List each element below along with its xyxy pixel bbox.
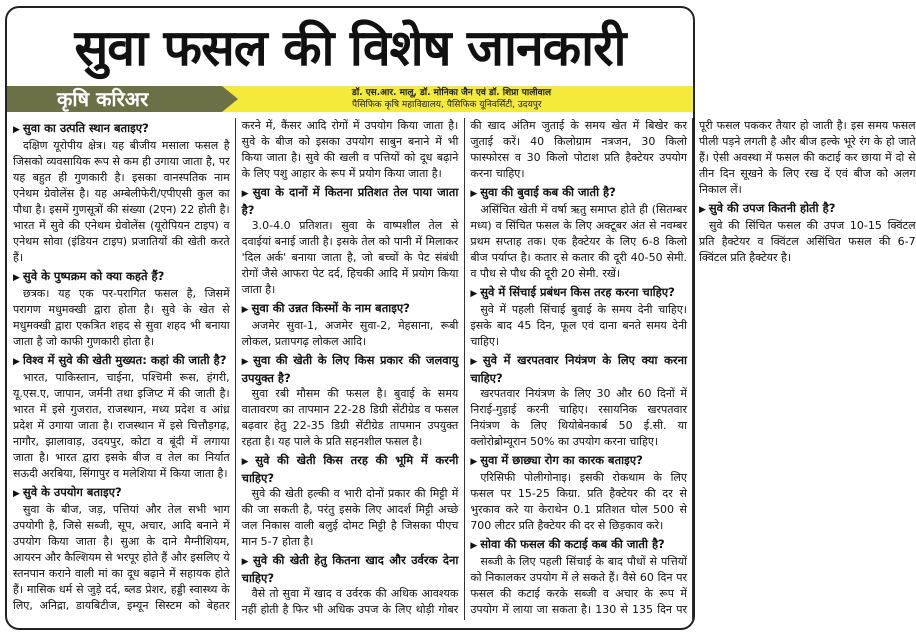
triangle-right-icon: ▶ [241, 357, 251, 367]
question-text: सुवा की खेती के लिए किस प्रकार की जलवायु उपयुक्त है? [241, 353, 459, 385]
answer: सुवा के बीज, जड़, पत्तियां और तेल सभी भाग उपयोगी है, जिसे सब्जी, सूप, अचार, आदि बनाने में उपयोग किया जाता है। सुआ के दाने मैग्नीशियम, आयरन और कैल्शियम से भरपूर होते हैं और इसलिए ये स्तनपान कराने वाली मां का दूध बढ़ाने में सहायक होते हैं। मासिक धर्म से जुड़े दर्द, ब्लड प्रेशर, हड्डी स्वास्थ्य के लिए, अनिद्रा, डायबिटीज, इम्यून सिस्टम को बेहतर करने में, कैंसर आदि रोगों में उपयोग किया जाता है। सुवे के बीज को इसका उपयोग साबुन बनाने में भी किया जाता है। सुवे की खली व पत्तियों को दूध बढ़ाने के लिए पशु आहार के रूप में प्रयोग किया जाता है। [13, 119, 459, 612]
answer: 3.0-4.0 प्रतिशत। सुवा के वाष्पशील तेल से दवाईयां बनाई जाती है। इसके तेल को पानी में मिलाकर 'दिल अर्क' बनाया जाता है, जो बच्चों के पेट संबंधी रोगों जैसे आफरा पेट दर्द, हिचकी आदि में प्रयोग किया जाता है। [241, 219, 459, 296]
triangle-right-icon: ▶ [470, 457, 478, 467]
question-text: सुवा की उन्नत किस्मों के नाम बताइए? [251, 301, 410, 315]
triangle-right-icon: ▶ [241, 305, 249, 315]
answer: वैसे तो सुवा में खाद व उर्वरक की अधिक आवश्यक नहीं होती है फिर भी अधिक उपज के लिए थोड़ी गोबर की खाद अंतिम जुताई के समय खेत में बिखेर कर जुताई करें। 40 किलोग्राम नत्रजन, 30 किलो फास्फोरस व 30 किलो पोटाश प्रति हैक्टेयर उपयोग करना चाहिए। [241, 119, 687, 616]
byline-authors: डॉ. एस.आर. मालू, डॉ. मोनिका जैन एवं डॉ. शिप्रा पालीवाल [352, 88, 552, 98]
question-text: सुवे की खेती हेतु कितना खाद और उर्वरक देना चाहिए? [241, 553, 459, 585]
answer: अजमेर सुवा-1, अजमेर सुवा-2, मेहसाना, रूबी लोकल, प्रतापगढ़ लोकल आदि। [241, 319, 459, 348]
question [242, 552, 459, 586]
arrow-shape [222, 86, 238, 112]
question-text: सुवा की बुवाई कब की जाती है? [480, 185, 616, 199]
answer: एरिसिफी पोलीगोनाइ। इसकी रोकथाम के लिए फसल पर 15-25 किग्रा. प्रति हैक्टेयर की दर से भुरकाव करे या केराथेन 0.1 प्रतिशत घोल 500 से 700 लीटर प्रति हैक्टेयर की दर से छिड़काव करे। [470, 471, 687, 532]
answer: सुवे की खेती हल्की व भारी दोनों प्रकार की मिट्टी में की जा सकती है, परंतु इसके लिए आदर्श मिट्टी अच्छे जल निकास वाली बलुई दोमट मिट्टी है जिसका पीएच मान 5-7 होता है। [241, 487, 459, 548]
answer: सुवे की सिंचित फसल की उपज 10-15 क्विंटल प्रति हैक्टेयर व क्विंटल असिंचित फसल की 6-7 क्विंटल प्रति हैक्टेयर है। [698, 219, 916, 264]
question-text: सुवे में सिंचाई प्रबंधन किस तरह करना चाहिए? [480, 285, 675, 299]
answer: सब्जी के लिए पहली सिंचाई के बाद पौधों से पत्तियों को निकालकर उपयोग में ले सकते हैं। वैसे 60 दिन पर फसल की कटाई करके सब्जी व अचार के रूप में उपयोग में लाया जा सकता है। 130 से 135 दिन पर पूरी फसल पककर तैयार हो जाती है। इस समय फसल पीली पड़ने लगती है और बीज हल्के भूरे रंग के हो जाते हैं। ऐसी अवस्था में फसल की कटाई कर छाया में दो से तीन दिन सूखने के लिए रख दें एवं बीज को अलग निकाल लें। [470, 119, 916, 616]
question-text: सुवा में छाछ्या रोग का कारक बताइए? [480, 453, 643, 467]
triangle-right-icon: ▶ [698, 205, 706, 215]
question-text: सुवे के पुष्पक्रम को क्या कहते हैं? [22, 269, 165, 283]
triangle-right-icon: ▶ [13, 357, 20, 367]
question [13, 484, 230, 502]
triangle-right-icon: ▶ [241, 457, 253, 467]
question [470, 536, 687, 554]
article-body [13, 118, 916, 620]
byline-affiliation: पैसिफिक कृषि महाविद्यालय, पैसिफिक यूनिवर्सिटी, उदयपुर [352, 100, 542, 110]
triangle-right-icon: ▶ [241, 557, 250, 567]
triangle-right-icon: ▶ [470, 357, 480, 367]
section-banner [7, 86, 693, 112]
answer: खरपतवार नियंत्रण के लिए 30 और 60 दिनों में निराई-गुड़ाई करनी चाहिए। रसायनिक खरपतवार नियंत्रण के लिए थियोबेनकार्ब 50 ई.सी. या क्लोरोब्रोम्यूरान 50% का उपयोग करना चाहिए। [470, 387, 687, 448]
question-text: सोवा की फसल की कटाई कब की जाती है? [480, 537, 665, 551]
triangle-right-icon: ▶ [241, 189, 250, 199]
triangle-right-icon: ▶ [13, 125, 20, 135]
section-band [7, 86, 222, 112]
triangle-right-icon: ▶ [470, 189, 478, 199]
question [470, 352, 687, 386]
question-text: विश्व में सुवे की खेती मुख्यत: कहां की जाती है? [22, 353, 227, 367]
answer: असिंचित खेती में वर्षा ऋतु समाप्त होते ही (सितम्बर मध्य) व सिंचित फसल के लिए अक्टूबर अंत से नवम्बर प्रथम सप्ताह तक। एक हैक्टेयर के लिए 6-8 किलो बीज पर्याप्त है। कतार से कतार की दूरी 40-50 सेमी. व पौध से पौध की दूरी 20 सेमी. रखें। [470, 203, 687, 280]
question [242, 300, 459, 318]
headline: सुवा फसल की विशेष जानकारी [74, 19, 626, 77]
question-text: सुवे की उपज कितनी होती है? [708, 201, 836, 215]
question [699, 200, 916, 218]
question [13, 268, 230, 286]
question-text: सुवे में खरपतवार नियंत्रण के लिए क्या करना चाहिए? [470, 353, 687, 385]
answer: सुवा रबी मौसम की फसल है। बुवाई के समय वातावरण का तापमान 22-28 डिग्री सेंटीग्रेड व फसल बढ़वार हेतु 22-35 डिग्री सेंटीग्रेड तापमान उपयुक्त रहता है। यह पाले के प्रति सहनशील फसल है। [241, 387, 459, 448]
triangle-right-icon: ▶ [13, 489, 20, 499]
question [13, 120, 230, 138]
question [470, 184, 687, 202]
question [470, 452, 687, 470]
question-text: सुवे की खेती किस तरह की भूमि में करनी चाहिए? [241, 453, 459, 485]
triangle-right-icon: ▶ [13, 273, 20, 283]
question-text: सुवा के दानों में कितना प्रतिशत तेल पाया जाता है? [241, 185, 459, 217]
question [242, 184, 459, 218]
triangle-right-icon: ▶ [470, 289, 478, 299]
question [13, 352, 230, 370]
question [242, 452, 459, 486]
byline [352, 87, 551, 111]
triangle-right-icon: ▶ [470, 541, 478, 551]
section-label: कृषि करिअर [57, 87, 149, 111]
question-text: सुवा का उत्पति स्थान बताइए? [22, 121, 149, 135]
answer: छत्रक। यह एक पर-परागित फसल है, जिसमें परागण मधुमक्खी द्वारा होता है। सुवे के खेत से मधुमक्खी द्वारा एकत्रित शहद से सुवा शहद भी बनाया जाता है जो काफी गुणकारी होता है। [13, 287, 230, 348]
question [470, 284, 687, 302]
answer: सुवे में पहली सिंचाई बुवाई के समय देनी चाहिए। इसके बाद 45 दिन, फूल एवं दाना बनते समय देनी चाहिए। [470, 303, 687, 348]
answer: भारत, पाकिस्तान, चाईना, पश्चिमी रूस, हंगरी, यू.एस.ए, जापान, जर्मनी तथा इजिप्ट में की जाती है। भारत में इसे गुजरात, राजस्थान, मध्य प्रदेश व आंध्र प्रदेश में उगाया जाता है। राजस्थान में इसे चित्तौड़गढ़, नागौर, झालावाड़, उदयपुर, कोटा व बूंदी में लगाया जाता है। भारत द्वारा इसके बीज व तेल का निर्यात सऊदी अरबिया, सिंगापुर व मलेशिया में किया जाता है। [13, 371, 230, 480]
answer: दक्षिण यूरोपीय क्षेत्र। यह बीजीय मसाला फसल है जिसको व्यवसायिक रूप से कम ही उगाया जाता है, पर यह बहुत ही गुणकारी है। इसका वानस्पतिक नाम एनेथम ग्रेवोलेंस है। यह अम्बेलीफेरी/एपीएसी कुल का पौधा है। इसमें गुणसूत्रों की संख्या (2एन) 22 होती है। भारत में सुवे की एनेथम ग्रेवोलेंस (यूरोपियन टाइप) व एनेथम सोवा (इंडियन टाइप) प्रजातियों की खेती करते हैं। [13, 139, 230, 264]
article-frame [5, 6, 916, 630]
question-text: सुवे के उपयोग बताइए? [22, 485, 122, 499]
question [242, 352, 459, 386]
